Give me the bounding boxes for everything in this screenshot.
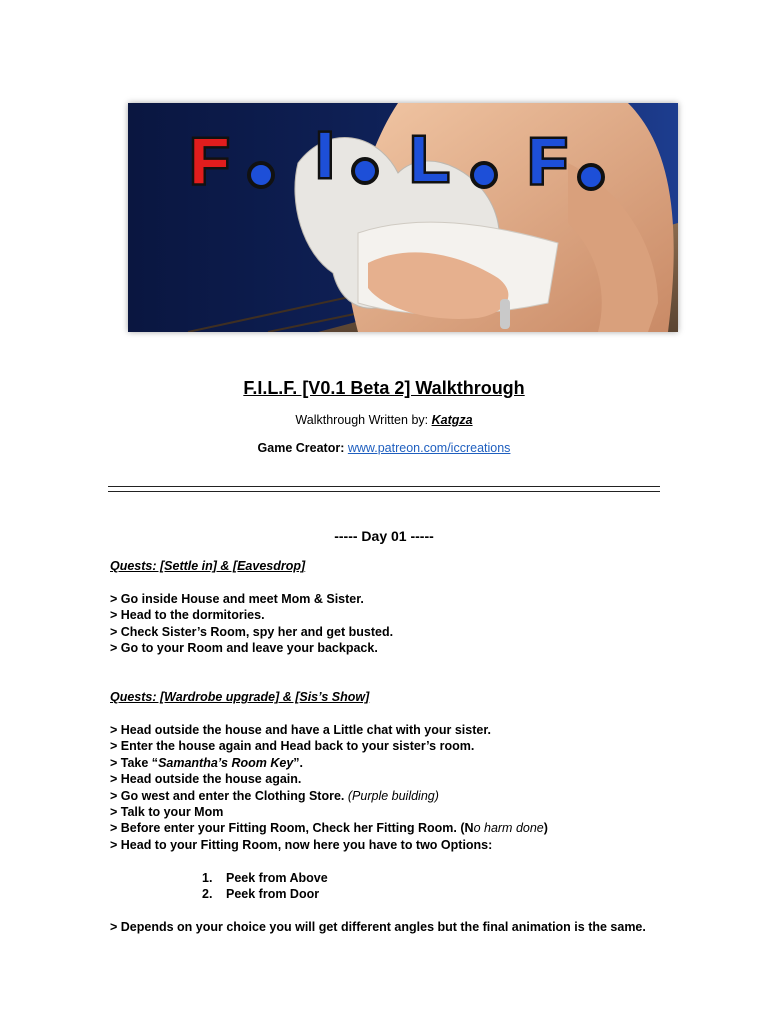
quest-heading: Quests: [Wardrobe upgrade] & [Sis’s Show] <box>110 690 370 705</box>
cover-banner <box>128 103 678 332</box>
options-list <box>110 870 710 903</box>
cover-illustration <box>128 103 678 332</box>
step: > Head to your Fitting Room, now here you have to two Options: <box>110 837 493 852</box>
step-note: (Purple building) <box>347 788 439 803</box>
step: > Head outside the house and have a Little chat with your sister. <box>110 723 491 738</box>
step: > Head to the dormitories. <box>110 608 265 623</box>
step: > Go to your Room and leave your backpack. <box>110 641 378 656</box>
double-divider <box>108 486 660 492</box>
step: > Check Sister’s Room, spy her and get busted. <box>110 624 394 639</box>
byline <box>0 413 768 427</box>
step: > Go inside House and meet Mom & Sister. <box>110 591 364 606</box>
option-number: 1. <box>202 870 213 885</box>
step <box>110 755 710 771</box>
step-text: ”. <box>293 755 304 770</box>
item-name: Samantha’s Room Key <box>158 755 294 770</box>
game-creator <box>0 441 768 455</box>
walkthrough-body <box>110 558 710 935</box>
day-heading: ----- Day 01 ----- <box>334 528 434 544</box>
step <box>110 788 710 804</box>
logo-letter-f1: F <box>190 125 230 197</box>
logo-letter-i: I <box>316 119 334 191</box>
step-text: ) <box>543 821 548 836</box>
step-text: > Go west and enter the Clothing Store. <box>110 788 348 803</box>
step-text: > Before enter your Fitting Room, Check her Fitting Room. (N <box>110 821 474 836</box>
step-note: o harm done <box>473 821 544 836</box>
document-title: F.I.L.F. [V0.1 Beta 2] Walkthrough <box>243 378 525 398</box>
quest-heading: Quests: [Settle in] & [Eavesdrop] <box>110 559 306 573</box>
logo-letter-l: L <box>410 123 450 195</box>
step: > Enter the house again and Head back to your sister’s room. <box>110 739 475 754</box>
step <box>110 820 710 836</box>
creator-label: Game Creator: <box>257 441 348 455</box>
byline-label: Walkthrough Written by: <box>295 413 432 427</box>
option-label: Peek from Above <box>226 870 328 885</box>
option-item <box>202 870 710 886</box>
option-label: Peek from Door <box>226 887 320 902</box>
step: > Depends on your choice you will get different angles but the final animation is the same. <box>110 919 646 934</box>
option-item <box>202 886 710 902</box>
author-name: Katgza <box>431 413 473 427</box>
creator-link[interactable]: www.patreon.com/iccreations <box>347 441 511 455</box>
step-text: > Take “ <box>110 755 159 770</box>
option-number: 2. <box>202 887 213 902</box>
step: > Talk to your Mom <box>110 805 224 820</box>
step: > Head outside the house again. <box>110 772 302 787</box>
logo-letter-f2: F <box>528 125 568 197</box>
